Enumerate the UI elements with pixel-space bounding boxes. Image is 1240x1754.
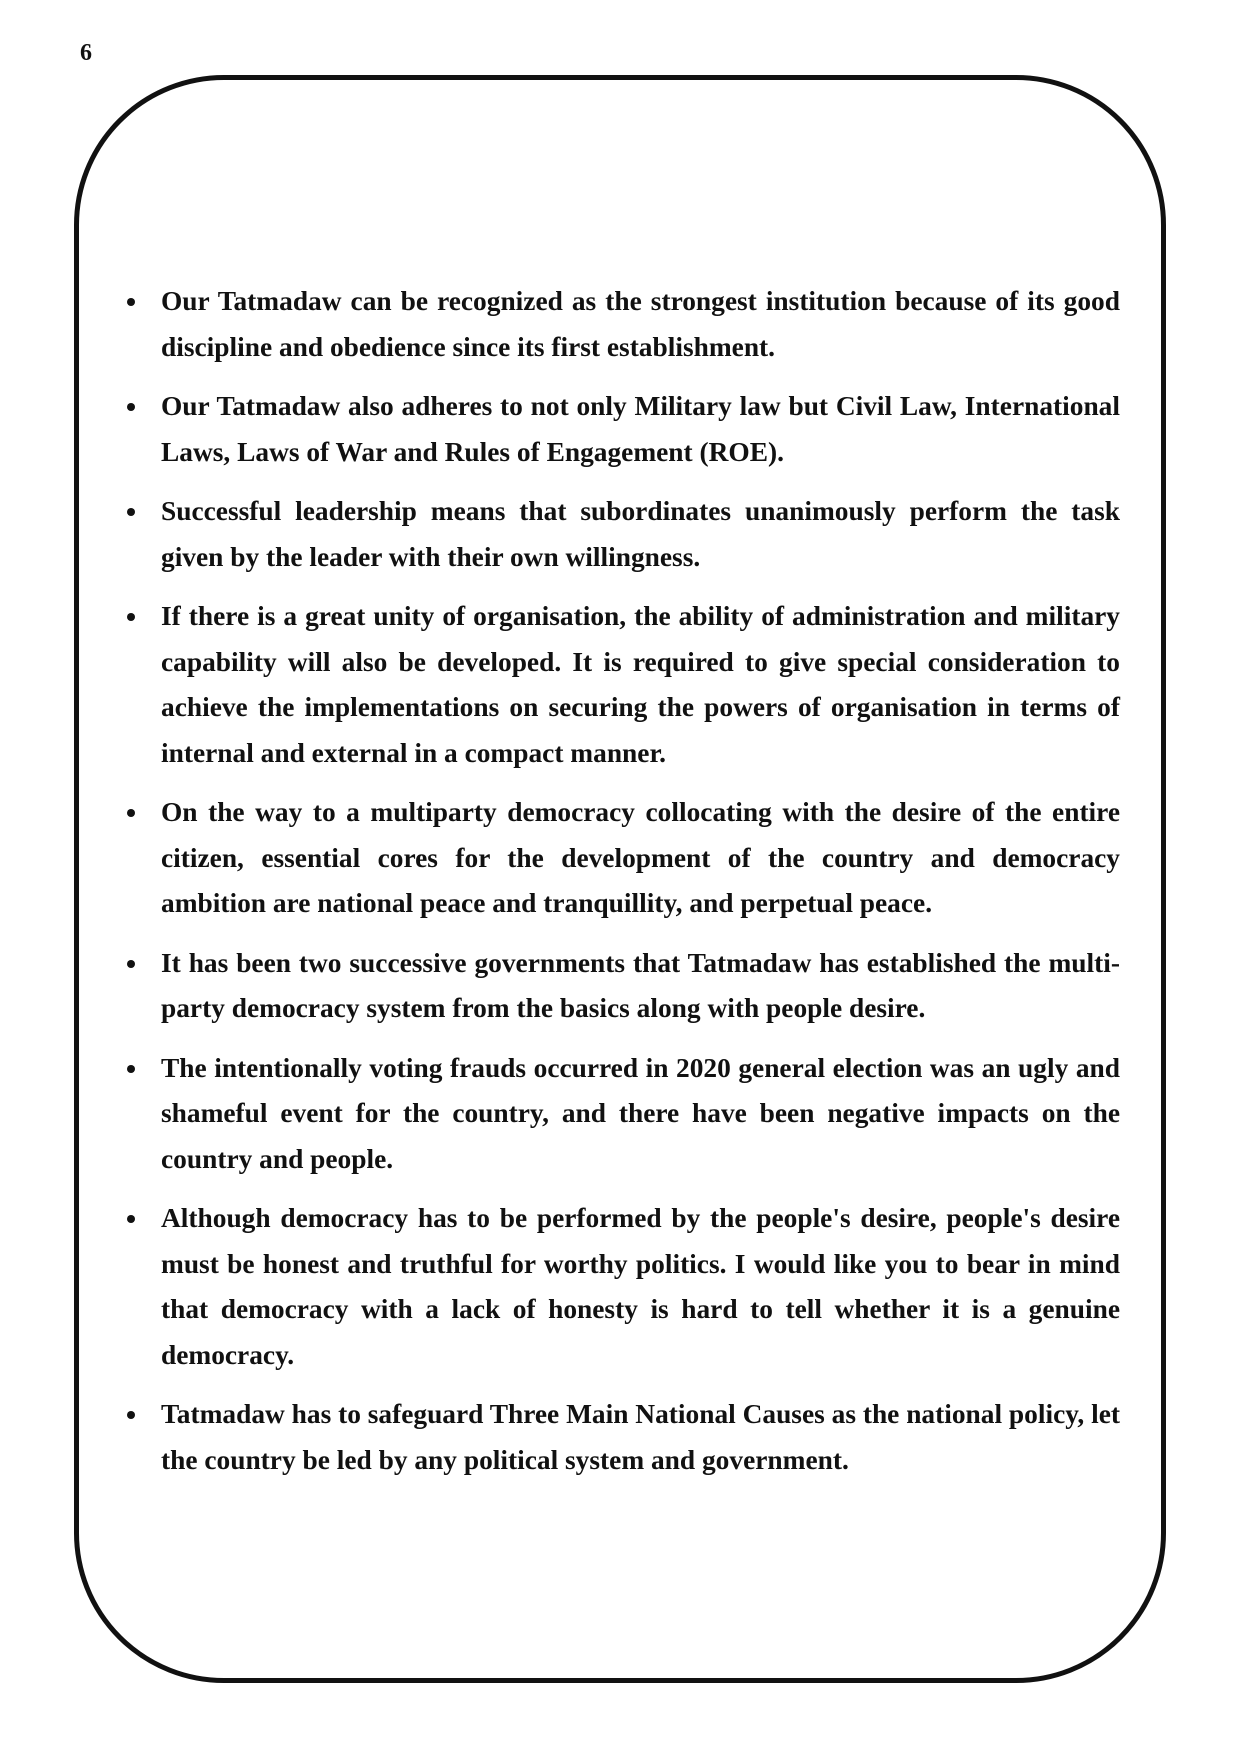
bullet-dot-icon [127,403,135,411]
bullet-text: Our Tatmadaw also adheres to not only Military law but Civil Law, International Laws, Laws of War and Rules of Engagement (ROE). [161,391,1120,467]
bullet-item [120,1046,1120,1183]
bullet-item [120,790,1120,927]
bullet-item [120,279,1120,370]
bullet-text: If there is a great unity of organisation, the ability of administration and military capability will also be developed. It is required to give special consideration to achieve the implementations on securing the powers of organisation in terms of internal and external in a compact manner. [161,601,1120,768]
bullet-text: It has been two successive governments that Tatmadaw has established the multi-party democracy system from the basics along with people desire. [161,947,1120,1023]
bullet-text: Tatmadaw has to safeguard Three Main National Causes as the national policy, let the country be led by any political system and government. [161,1399,1121,1475]
bullet-dot-icon [127,1065,135,1073]
bullet-dot-icon [127,613,135,621]
bullet-text: On the way to a multiparty democracy collocating with the desire of the entire citizen, essential cores for the development of the country and democracy ambition are national peace and tranquillity, and perpetual peace. [161,797,1120,918]
bullet-text: Successful leadership means that subordinates unanimously perform the task given by the leader with their own willingness. [161,496,1120,572]
bullet-item [120,594,1120,776]
bullet-dot-icon [127,1215,135,1223]
bullet-text: Our Tatmadaw can be recognized as the strongest institution because of its good discipline and obedience since its first establishment. [161,286,1120,362]
page-number: 6 [80,40,92,66]
bullet-item [120,941,1120,1032]
bullet-item [120,1392,1120,1483]
bullet-dot-icon [127,298,135,306]
bullet-dot-icon [127,1411,135,1419]
bullet-text: The intentionally voting frauds occurred in 2020 general election was an ugly and shameful event for the country, and there have been negative impacts on the country and people. [161,1052,1120,1174]
bullet-dot-icon [127,508,135,516]
bullet-item [120,384,1120,475]
bullet-item [120,489,1120,580]
bullet-text: Although democracy has to be performed by the people's desire, people's desire must be honest and truthful for worthy politics. I would like you to bear in mind that democracy with a lack of honesty is hard to tell whether it is a genuine democracy. [161,1203,1120,1370]
bullet-list [120,279,1120,1497]
bullet-item [120,1196,1120,1378]
bullet-dot-icon [127,960,135,968]
bullet-dot-icon [127,809,135,817]
